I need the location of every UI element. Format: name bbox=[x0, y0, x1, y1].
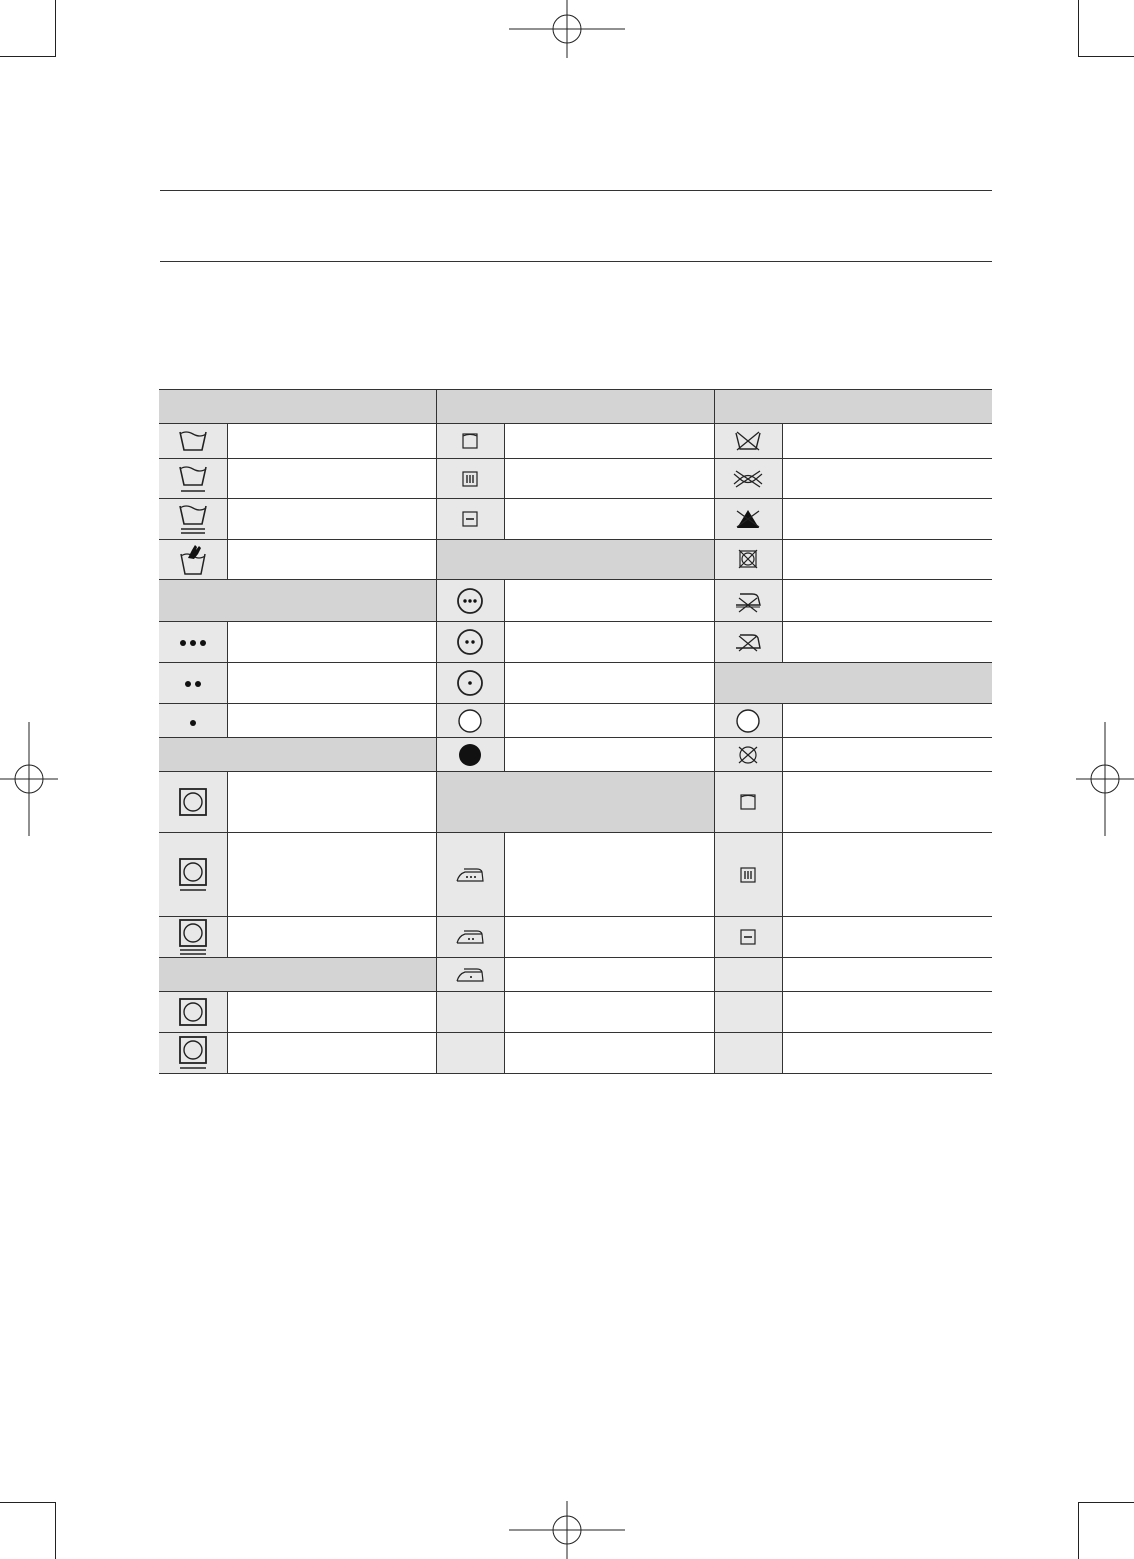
do-not-dry-clean-icon bbox=[714, 738, 782, 772]
desc-cell bbox=[227, 499, 436, 540]
crop-mark-bottom-left-v bbox=[55, 1502, 56, 1559]
desc-cell bbox=[504, 738, 714, 772]
do-not-iron-icon bbox=[714, 622, 782, 663]
desc-cell bbox=[504, 992, 714, 1033]
desc-cell bbox=[227, 704, 436, 738]
section-header-washing bbox=[159, 390, 436, 424]
section-header-drying bbox=[436, 390, 714, 424]
desc-cell bbox=[782, 540, 992, 580]
dry-clean-one-dot-icon bbox=[436, 663, 504, 704]
section-header-drying-restrictions bbox=[714, 663, 992, 704]
tumble-dry-icon bbox=[159, 992, 227, 1033]
desc-cell bbox=[504, 663, 714, 704]
desc-cell bbox=[504, 499, 714, 540]
three-dots-icon bbox=[159, 622, 227, 663]
crop-mark-top-right-h bbox=[1078, 56, 1134, 57]
section-header-restrictions bbox=[714, 390, 992, 424]
title-rule-top bbox=[160, 190, 992, 191]
empty-icon-cell bbox=[714, 958, 782, 992]
dry-clean-two-dots-icon bbox=[436, 622, 504, 663]
dry-flat-icon bbox=[436, 499, 504, 540]
crop-mark-bottom-right-h bbox=[1078, 1502, 1134, 1503]
desc-cell bbox=[227, 424, 436, 459]
desc-cell bbox=[504, 622, 714, 663]
crop-mark-top-left-h bbox=[0, 56, 56, 57]
dry-flat-icon bbox=[714, 917, 782, 958]
desc-cell bbox=[782, 580, 992, 622]
registration-mark-top-icon bbox=[509, 0, 625, 58]
page-subtitle bbox=[160, 300, 992, 340]
desc-cell bbox=[504, 580, 714, 622]
desc-cell bbox=[782, 622, 992, 663]
desc-cell bbox=[227, 540, 436, 580]
section-header-water-temperature bbox=[159, 580, 436, 622]
desc-cell bbox=[504, 424, 714, 459]
desc-cell bbox=[782, 499, 992, 540]
one-dot-icon bbox=[159, 704, 227, 738]
registration-mark-right-icon bbox=[1076, 722, 1134, 836]
section-header-tumble-drying-2 bbox=[159, 958, 436, 992]
do-not-steam-icon bbox=[714, 580, 782, 622]
desc-cell bbox=[782, 917, 992, 958]
section-header-ironing bbox=[436, 772, 714, 833]
desc-cell bbox=[504, 704, 714, 738]
empty-icon-cell bbox=[436, 992, 504, 1033]
desc-cell bbox=[504, 917, 714, 958]
registration-mark-left-icon bbox=[0, 722, 58, 836]
do-not-wash-icon bbox=[714, 424, 782, 459]
crop-mark-top-left-v bbox=[55, 0, 56, 57]
desc-cell bbox=[504, 833, 714, 917]
do-not-wring-icon bbox=[714, 459, 782, 499]
line-dry-icon bbox=[714, 772, 782, 833]
desc-cell bbox=[782, 958, 992, 992]
desc-cell bbox=[782, 738, 992, 772]
do-not-bleach-icon bbox=[714, 499, 782, 540]
two-dots-icon bbox=[159, 663, 227, 704]
iron-three-dots-icon bbox=[436, 833, 504, 917]
desc-cell bbox=[504, 1033, 714, 1074]
iron-one-dot-icon bbox=[436, 958, 504, 992]
desc-cell bbox=[782, 459, 992, 499]
empty-icon-cell bbox=[714, 1033, 782, 1074]
desc-cell bbox=[782, 772, 992, 833]
crop-mark-bottom-left-h bbox=[0, 1502, 56, 1503]
tumble-dry-one-bar-icon bbox=[159, 833, 227, 917]
empty-icon-cell bbox=[714, 992, 782, 1033]
desc-cell bbox=[782, 833, 992, 917]
desc-cell bbox=[227, 917, 436, 958]
care-symbols-table bbox=[159, 389, 992, 1074]
circle-icon bbox=[436, 704, 504, 738]
desc-cell bbox=[227, 772, 436, 833]
page-title bbox=[160, 200, 992, 250]
iron-two-dots-icon bbox=[436, 917, 504, 958]
hand-wash-icon bbox=[159, 540, 227, 580]
desc-cell bbox=[227, 833, 436, 917]
dry-clean-three-dots-icon bbox=[436, 580, 504, 622]
desc-cell bbox=[782, 424, 992, 459]
section-header-tumble-drying bbox=[159, 738, 436, 772]
wash-tub-icon bbox=[159, 424, 227, 459]
desc-cell bbox=[782, 992, 992, 1033]
line-dry-icon bbox=[436, 424, 504, 459]
desc-cell bbox=[227, 663, 436, 704]
title-rule-bottom bbox=[160, 261, 992, 262]
wash-tub-two-bars-icon bbox=[159, 499, 227, 540]
tumble-dry-icon bbox=[159, 772, 227, 833]
crop-mark-top-right-v bbox=[1078, 0, 1079, 57]
wash-tub-one-bar-icon bbox=[159, 459, 227, 499]
desc-cell bbox=[227, 459, 436, 499]
desc-cell bbox=[782, 704, 992, 738]
drip-dry-icon bbox=[714, 833, 782, 917]
do-not-tumble-dry-icon bbox=[714, 540, 782, 580]
desc-cell bbox=[227, 992, 436, 1033]
drip-dry-icon bbox=[436, 459, 504, 499]
desc-cell bbox=[782, 1033, 992, 1074]
desc-cell bbox=[227, 622, 436, 663]
desc-cell bbox=[504, 958, 714, 992]
circle-icon bbox=[714, 704, 782, 738]
section-header-dry-cleaning bbox=[436, 540, 714, 580]
tumble-dry-two-bars-icon bbox=[159, 917, 227, 958]
tumble-dry-one-bar-icon bbox=[159, 1033, 227, 1074]
registration-mark-bottom-icon bbox=[509, 1501, 625, 1559]
empty-icon-cell bbox=[436, 1033, 504, 1074]
desc-cell bbox=[227, 1033, 436, 1074]
crop-mark-bottom-right-v bbox=[1078, 1502, 1079, 1559]
desc-cell bbox=[504, 459, 714, 499]
filled-circle-icon bbox=[436, 738, 504, 772]
